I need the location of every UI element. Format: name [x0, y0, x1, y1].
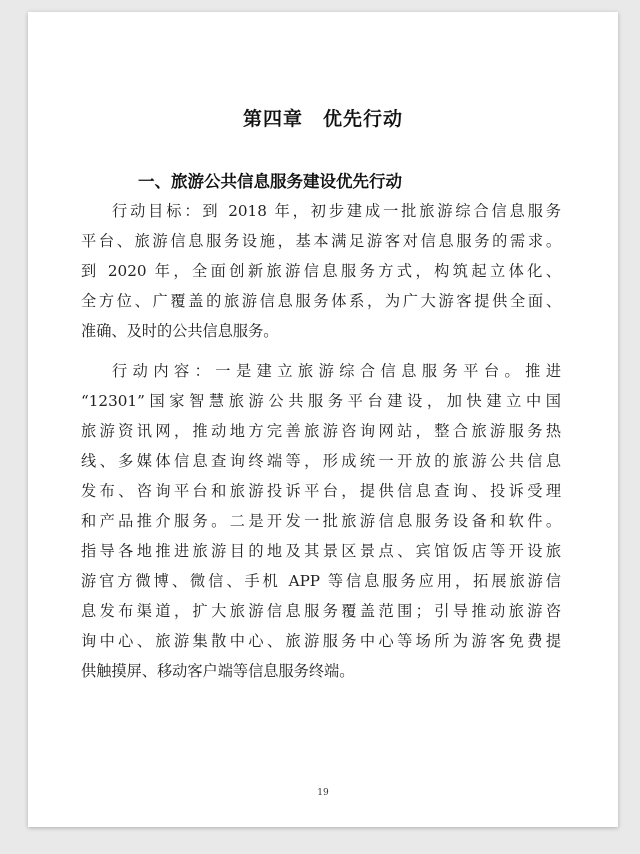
- paragraph-action-goal: [81, 196, 561, 346]
- paragraph-line: 线、多媒体信息查询终端等，形成统一开放的旅游公共信息: [81, 452, 561, 470]
- paragraph-line: 游官方微博、微信、手机 APP 等信息服务应用，拓展旅游信: [81, 572, 561, 590]
- page-number: 19: [317, 788, 329, 798]
- paragraph-line: “12301”国家智慧旅游公共服务平台建设，加快建立中国: [81, 392, 561, 410]
- paragraph-line: 供触摸屏、移动客户端等信息服务终端。: [81, 662, 355, 680]
- paragraph-line: 旅游资讯网，推动地方完善旅游咨询网站，整合旅游服务热: [81, 422, 561, 440]
- paragraph-line: 行动内容：一是建立旅游综合信息服务平台。推进: [112, 362, 561, 380]
- paragraph-line: 和产品推介服务。二是开发一批旅游信息服务设备和软件。: [81, 512, 561, 530]
- paragraph-line: 息发布渠道，扩大旅游信息服务覆盖范围；引导推动旅游咨: [81, 602, 561, 620]
- section-heading: 一、旅游公共信息服务建设优先行动: [138, 172, 402, 191]
- paragraph-line: 全方位、广覆盖的旅游信息服务体系，为广大游客提供全面、: [81, 292, 561, 310]
- paragraph-line: 到 2020 年，全面创新旅游信息服务方式，构筑起立体化、: [81, 262, 561, 280]
- paragraph-line: 准确、及时的公共信息服务。: [81, 322, 279, 340]
- paragraph-line: 平台、旅游信息服务设施，基本满足游客对信息服务的需求。: [81, 232, 561, 250]
- chapter-title: 第四章 优先行动: [242, 108, 403, 130]
- document-page: [28, 12, 618, 827]
- paragraph-line: 询中心、旅游集散中心、旅游服务中心等场所为游客免费提: [81, 632, 561, 650]
- paragraph-action-content: [81, 356, 561, 686]
- paragraph-line: 指导各地推进旅游目的地及其景区景点、宾馆饭店等开设旅: [81, 542, 561, 560]
- paragraph-line: 发布、咨询平台和旅游投诉平台，提供信息查询、投诉受理: [81, 482, 561, 500]
- paragraph-line: 行动目标：到 2018 年，初步建成一批旅游综合信息服务: [112, 202, 561, 220]
